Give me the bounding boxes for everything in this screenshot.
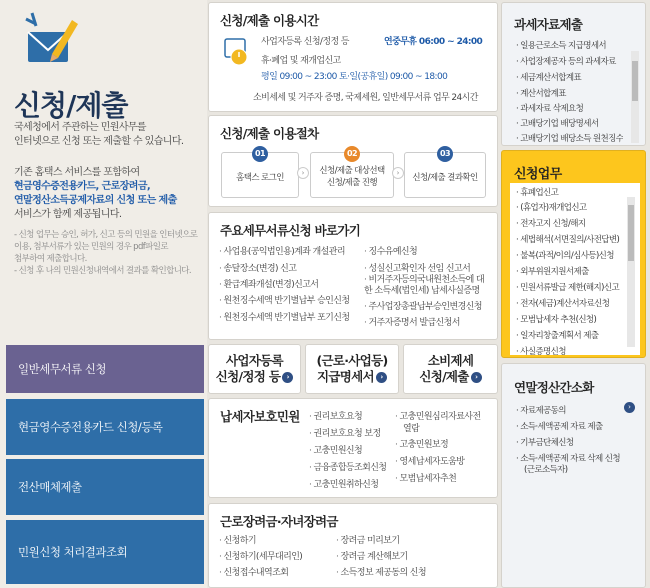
protect-link[interactable]: · 모범납세자추천 <box>395 471 456 484</box>
envelope-pencil-icon <box>22 10 80 72</box>
protection-title: 납세자보호민원 <box>220 409 300 424</box>
apply-panel <box>501 150 646 358</box>
apply-link[interactable]: · 모범납세자 추천(신청) <box>516 313 596 325</box>
tax-data-link[interactable]: · 고배당기업 배당소득 원천징수 <box>516 132 623 144</box>
yearend-link[interactable]: · 소득·세액공제 자료 제출 <box>516 420 603 432</box>
step-arrow-1: › <box>297 167 309 179</box>
apply-link[interactable]: · 전자(세금)계산서자료신청 <box>516 297 609 309</box>
incentive-link[interactable]: · 소득정보 제공동의 신청 <box>336 565 426 578</box>
apply-link[interactable]: · 일자리창출계획서 제출 <box>516 329 598 341</box>
business-registration-button[interactable]: 사업자등록 신청/정정 등 › <box>208 344 301 394</box>
yearend-link-cont[interactable]: (근로소득자) <box>524 465 568 475</box>
protect-link[interactable]: · 권리보호요청 <box>309 409 362 422</box>
shortcut-link[interactable]: · 원천징수세액 반기별납부 승인신청 <box>219 293 349 306</box>
protect-link[interactable]: · 고충민원취하신청 <box>309 477 378 490</box>
shortcut-link[interactable]: · 환급계좌개설(변경)신고서 <box>219 277 318 290</box>
consumption-tax-button[interactable]: 소비제세 신청/제출 › <box>403 344 498 394</box>
shortcut-link[interactable]: · 주사업장총괄납부승인변경신청 <box>364 299 482 312</box>
apply-link[interactable]: · (휴업자)재개업신고 <box>516 201 587 213</box>
shortcut-link[interactable]: · 송달장소(변경) 신고 <box>219 261 296 274</box>
hours-row2-label: 휴·폐업 및 재개업신고 <box>261 56 341 66</box>
nav-cash-receipt-card[interactable]: 현금영수증전용카드 신청/등록 <box>6 399 204 455</box>
tax-data-link[interactable]: · 일용근로소득 지급명세서 <box>516 39 606 51</box>
apply-link[interactable]: · 민원서류발급 제한(해지)신고 <box>516 281 619 293</box>
intro-text-1: 국세청에서 주관하는 민원사무를 인터넷으로 신청 또는 제출할 수 있습니다. <box>14 122 184 147</box>
step-1: 01 홈택스 로그인 <box>221 152 299 198</box>
intro-text-2: 기존 홈택스 서비스를 포함하여 현금영수증전용카드, 근로장려금, 연말정산소득공제자료의 신청 또는 제출 서비스가 함께 제공됩니다. <box>14 167 177 220</box>
protect-link[interactable]: · 금융종합등조회신청 <box>309 460 386 473</box>
apply-link[interactable]: · 전자고지 신청/해지 <box>516 217 585 229</box>
protect-link[interactable]: · 권리보호요청 보정 <box>309 426 381 439</box>
yearend-link[interactable]: · 자료제공동의 <box>516 404 566 416</box>
incentive-link[interactable]: · 신청하기(세무대리인) <box>219 549 302 562</box>
incentive-link[interactable]: · 장려금 미리보기 <box>336 533 399 546</box>
hours-row1-time: 연중무휴 06:00 ~ 24:00 <box>384 37 483 47</box>
apply-title: 신청업무 <box>514 167 562 182</box>
yearend-link[interactable]: · 기부금단체신청 <box>516 436 574 448</box>
hours-row4: 소비세세 및 거주자 증명, 국제세원, 일반세무서류 업무 24시간 <box>253 93 478 103</box>
notice-text: - 신청 업무는 승인, 허가, 신고 등의 민원을 인터넷으로 이용, 첨부서류가 있는 민원의 경우 pdf파일로 첨부하여 제출합니다. - 신청 후 나의 민원신청내역에서 결과를 확인합니다. <box>14 230 198 276</box>
incentive-link[interactable]: · 장려금 계산해보기 <box>336 549 408 562</box>
tax-data-scrollbar[interactable] <box>631 51 639 143</box>
tax-data-link[interactable]: · 고배당기업 배당명세서 <box>516 117 598 129</box>
yearend-link[interactable]: · 소득·세액공제 자료 삭제 신청 <box>516 452 620 464</box>
tax-data-panel <box>501 2 646 146</box>
protect-link[interactable]: · 고충민원신청 <box>309 443 362 456</box>
shortcuts-title: 주요세무서류신청 바로가기 <box>220 223 361 238</box>
arrow-right-icon: › <box>471 372 482 383</box>
shortcut-link[interactable]: · 거주자증명서 발급신청서 <box>364 315 460 328</box>
incentive-panel <box>208 503 498 588</box>
apply-scrollbar[interactable] <box>627 197 635 347</box>
protection-panel <box>208 398 498 498</box>
procedure-panel <box>208 115 498 207</box>
apply-link[interactable]: · 사실증명신청 <box>516 345 566 355</box>
apply-link[interactable]: · 불복(과적/이의/심사등)신청 <box>516 249 614 261</box>
incentive-title: 근로장려금·자녀장려금 <box>220 514 338 529</box>
shortcut-link[interactable]: · 징수유예신청 <box>364 244 417 257</box>
incentive-link[interactable]: · 신청하기 <box>219 533 256 546</box>
shortcut-link[interactable]: · 비거주자등의국내원천소득에 대한 소득세(법인세) 납세사실증명 <box>364 275 492 297</box>
shortcuts-panel <box>208 212 498 340</box>
tax-data-title: 과세자료제출 <box>514 17 583 32</box>
payment-statement-button[interactable]: (근로·사업등) 지급명세서 › <box>305 344 399 394</box>
shortcut-link[interactable]: · 사업용(공익법인용)계좌 개설관리 <box>219 244 345 257</box>
hours-row1-label: 사업자등록 신청/정정 등 <box>261 37 349 47</box>
nav-result-inquiry[interactable]: 민원신청 처리결과조회 <box>6 520 204 584</box>
arrow-right-icon: › <box>282 372 293 383</box>
page-title: 신청/제출 <box>14 89 128 122</box>
procedure-title: 신청/제출 이용절차 <box>220 126 319 141</box>
protect-link[interactable]: · 고충민원심리자료사전 <box>395 409 480 422</box>
arrow-right-icon: › <box>376 372 387 383</box>
apply-link[interactable]: · 세법해석(서면질의/사전답변) <box>516 233 619 245</box>
shortcut-link[interactable]: · 성실신고확인자 선임 신고서 <box>364 261 470 274</box>
tax-data-link[interactable]: · 계산서합계표 <box>516 87 566 99</box>
apply-link[interactable]: · 외부위원지원서제출 <box>516 265 589 277</box>
nav-general-tax-docs[interactable]: 일반세무서류 신청 <box>6 345 204 393</box>
step-3: 03 신청/제출 결과확인 <box>404 152 486 198</box>
yearend-panel <box>501 363 646 588</box>
apply-link[interactable]: · 휴폐업신고 <box>516 186 558 198</box>
protect-link[interactable]: · 고충민원보정 <box>395 437 448 450</box>
shortcut-link[interactable]: · 원천징수세액 반기별납부 포기신청 <box>219 310 349 323</box>
arrow-right-icon[interactable]: › <box>624 402 635 413</box>
protect-link-cont[interactable]: 열람 <box>403 424 420 434</box>
clock-calendar-icon <box>223 37 251 67</box>
tax-data-link[interactable]: · 세금계산서합계표 <box>516 71 581 83</box>
step-2: 02 신청/제출 대상선택 신청/제출 진행 <box>310 152 394 198</box>
hours-row3-time: 평일 09:00 ~ 23:00 토·일(공휴일) 09:00 ~ 18:00 <box>261 72 448 82</box>
nav-media-submit[interactable]: 전산매체제출 <box>6 459 204 515</box>
tax-data-link[interactable]: · 과세자료 삭제요청 <box>516 102 583 114</box>
protect-link[interactable]: · 영세납세자도움방 <box>395 454 464 467</box>
step-arrow-2: › <box>392 167 404 179</box>
hours-title: 신청/제출 이용시간 <box>220 13 319 28</box>
yearend-title: 연말정산간소화 <box>514 380 594 395</box>
hours-panel <box>208 2 498 112</box>
incentive-link[interactable]: · 신청접수내역조회 <box>219 565 288 578</box>
tax-data-link[interactable]: · 사업장제공자 등의 과세자료 <box>516 55 616 67</box>
